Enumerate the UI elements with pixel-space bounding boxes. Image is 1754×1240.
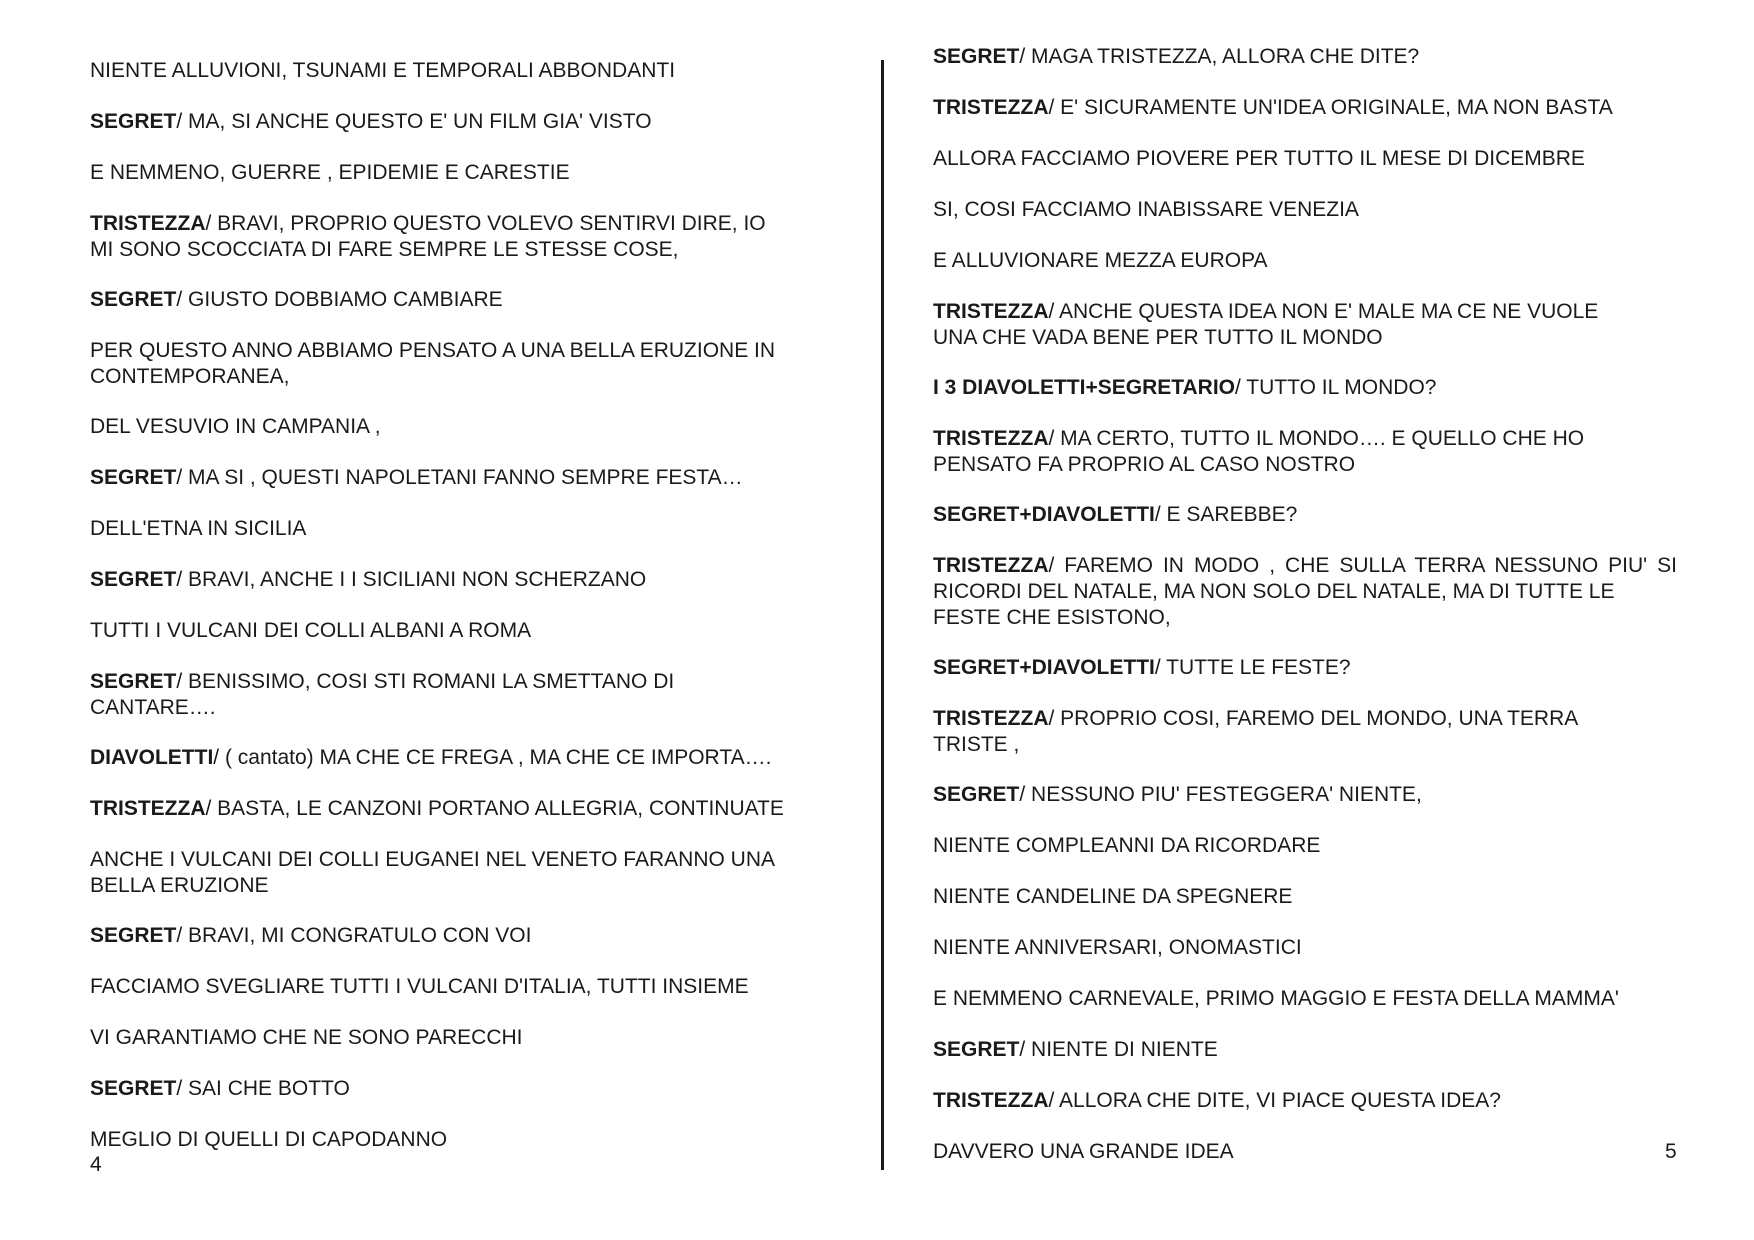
speaker-name: TRISTEZZA xyxy=(933,96,1049,119)
script-line: SEGRET/ NIENTE DI NIENTE xyxy=(933,1038,1218,1061)
speaker-name: SEGRET xyxy=(90,924,177,947)
script-line: SEGRET/ BRAVI, MI CONGRATULO CON VOI xyxy=(90,924,532,947)
script-line: I 3 DIAVOLETTI+SEGRETARIO/ TUTTO IL MONDO? xyxy=(933,376,1437,399)
speaker-name: TRISTEZZA xyxy=(933,1089,1049,1112)
script-line: ALLORA FACCIAMO PIOVERE PER TUTTO IL MESE DI DICEMBRE xyxy=(933,147,1585,170)
script-line: PER QUESTO ANNO ABBIAMO PENSATO A UNA BELLA ERUZIONE IN CONTEMPORANEA, xyxy=(90,339,776,388)
script-line: E NEMMENO CARNEVALE, PRIMO MAGGIO E FESTA DELLA MAMMA' xyxy=(933,987,1619,1010)
page-number: 4 xyxy=(90,1153,102,1176)
speaker-name: SEGRET xyxy=(90,670,177,693)
script-line: TUTTI I VULCANI DEI COLLI ALBANI A ROMA xyxy=(90,619,532,642)
speaker-name: TRISTEZZA xyxy=(933,300,1049,323)
speaker-name: TRISTEZZA xyxy=(90,212,206,235)
speaker-name: SEGRET+DIAVOLETTI xyxy=(933,503,1155,526)
script-line: NIENTE COMPLEANNI DA RICORDARE xyxy=(933,834,1321,857)
script-line: E NEMMENO, GUERRE , EPIDEMIE E CARESTIE xyxy=(90,161,570,184)
script-line: TRISTEZZA/ ANCHE QUESTA IDEA NON E' MALE MA CE NE VUOLE UNA CHE VADA BENE PER TUTTO IL MONDO xyxy=(933,300,1599,349)
script-line: SEGRET/ NESSUNO PIU' FESTEGGERA' NIENTE, xyxy=(933,783,1422,806)
speaker-name: SEGRET xyxy=(933,45,1020,68)
speaker-name: SEGRET xyxy=(90,568,177,591)
speaker-name: SEGRET xyxy=(933,1038,1020,1061)
speaker-name: TRISTEZZA xyxy=(90,797,206,820)
script-line: TRISTEZZA/ E' SICURAMENTE UN'IDEA ORIGINALE, MA NON BASTA xyxy=(933,96,1613,119)
speaker-name: TRISTEZZA xyxy=(933,554,1049,577)
speaker-name: SEGRET xyxy=(90,288,177,311)
script-line: NIENTE ANNIVERSARI, ONOMASTICI xyxy=(933,936,1302,959)
script-line: DAVVERO UNA GRANDE IDEA xyxy=(933,1140,1234,1163)
script-line: DELL'ETNA IN SICILIA xyxy=(90,517,307,540)
script-line: SEGRET+DIAVOLETTI/ TUTTE LE FESTE? xyxy=(933,656,1351,679)
script-line: NIENTE CANDELINE DA SPEGNERE xyxy=(933,885,1293,908)
right-page xyxy=(877,0,1754,1240)
speaker-name: SEGRET xyxy=(90,1077,177,1100)
script-line: DEL VESUVIO IN CAMPANIA , xyxy=(90,415,381,438)
script-line: DIAVOLETTI/ ( cantato) MA CHE CE FREGA , MA CHE CE IMPORTA…. xyxy=(90,746,772,769)
script-line: MEGLIO DI QUELLI DI CAPODANNO xyxy=(90,1128,448,1151)
script-line: NIENTE ALLUVIONI, TSUNAMI E TEMPORALI ABBONDANTI xyxy=(90,59,676,82)
script-line: VI GARANTIAMO CHE NE SONO PARECCHI xyxy=(90,1026,523,1049)
page-number: 5 xyxy=(1665,1140,1677,1163)
speaker-name: SEGRET xyxy=(933,783,1020,806)
speaker-name: SEGRET xyxy=(90,466,177,489)
script-line: ANCHE I VULCANI DEI COLLI EUGANEI NEL VENETO FARANNO UNA BELLA ERUZIONE xyxy=(90,848,775,897)
script-line: TRISTEZZA/ FAREMO IN MODO , CHE SULLA TERRA NESSUNO PIU' SI RICORDI DEL NATALE, MA NON SOLO DEL NATALE, MA DI TUTTE LE FESTE CHE ESISTONO, xyxy=(933,554,1677,629)
script-line: SI, COSI FACCIAMO INABISSARE VENEZIA xyxy=(933,198,1359,221)
script-line: TRISTEZZA/ MA CERTO, TUTTO IL MONDO…. E QUELLO CHE HO PENSATO FA PROPRIO AL CASO NOSTRO xyxy=(933,427,1585,476)
script-line: FACCIAMO SVEGLIARE TUTTI I VULCANI D'ITALIA, TUTTI INSIEME xyxy=(90,975,749,998)
speaker-name: DIAVOLETTI xyxy=(90,746,214,769)
speaker-name: TRISTEZZA xyxy=(933,707,1049,730)
script-line: SEGRET/ GIUSTO DOBBIAMO CAMBIARE xyxy=(90,288,503,311)
speaker-name: SEGRET xyxy=(90,110,177,133)
speaker-name: SEGRET+DIAVOLETTI xyxy=(933,656,1155,679)
script-line: SEGRET+DIAVOLETTI/ E SAREBBE? xyxy=(933,503,1298,526)
script-line: TRISTEZZA/ PROPRIO COSI, FAREMO DEL MONDO, UNA TERRA TRISTE , xyxy=(933,707,1579,756)
script-line: SEGRET/ MA SI , QUESTI NAPOLETANI FANNO SEMPRE FESTA… xyxy=(90,466,743,489)
speaker-name: TRISTEZZA xyxy=(933,427,1049,450)
script-line: TRISTEZZA/ BRAVI, PROPRIO QUESTO VOLEVO SENTIRVI DIRE, IO MI SONO SCOCCIATA DI FARE SEMPRE LE STESSE COSE, xyxy=(90,212,766,261)
script-line: SEGRET/ SAI CHE BOTTO xyxy=(90,1077,350,1100)
script-line: SEGRET/ BENISSIMO, COSI STI ROMANI LA SMETTANO DI CANTARE…. xyxy=(90,670,675,719)
script-line: SEGRET/ MAGA TRISTEZZA, ALLORA CHE DITE? xyxy=(933,45,1420,68)
script-line: SEGRET/ MA, SI ANCHE QUESTO E' UN FILM GIA' VISTO xyxy=(90,110,652,133)
speaker-name: I 3 DIAVOLETTI+SEGRETARIO xyxy=(933,376,1236,399)
script-line: TRISTEZZA/ ALLORA CHE DITE, VI PIACE QUESTA IDEA? xyxy=(933,1089,1501,1112)
script-line: TRISTEZZA/ BASTA, LE CANZONI PORTANO ALLEGRIA, CONTINUATE xyxy=(90,797,784,820)
script-line: E ALLUVIONARE MEZZA EUROPA xyxy=(933,249,1268,272)
script-line: SEGRET/ BRAVI, ANCHE I I SICILIANI NON SCHERZANO xyxy=(90,568,647,591)
